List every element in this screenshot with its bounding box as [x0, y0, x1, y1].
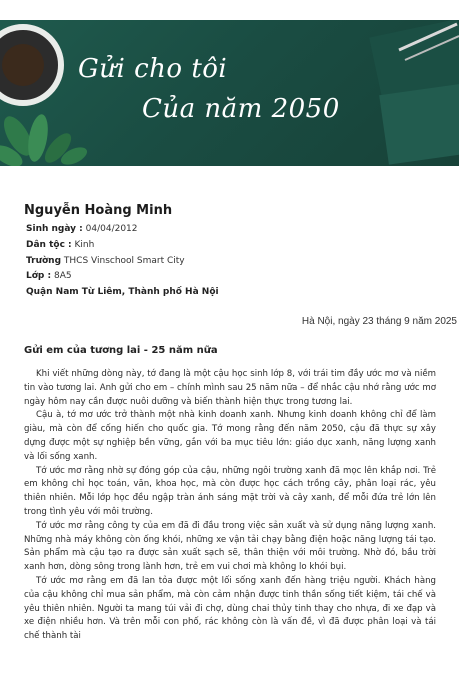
letter-date: Hà Nội, ngày 23 tháng 9 năm 2025: [301, 316, 457, 327]
letter-body: [24, 368, 436, 644]
address-line: [26, 287, 219, 297]
letter-paragraph: Tớ ước mơ rằng công ty của em đã đi đầu trong việc sản xuất và sử dụng năng lượng xanh. Những nhà máy không còn ống khói, những xe vận tải chạy bằng điện hoặc năng lượng tái tạo. Sản phẩm mà cậu tạo ra được sản xuất sạch sẽ, thân thiện với môi trường. Nhờ đó, bầu trời xanh hơn, dòng sông trong lành hơn, trẻ em vui chơi mà không lo khói bụi.: [24, 520, 436, 573]
banner-title-line2: Của năm 2050: [142, 94, 340, 124]
letter-heading: Gửi em của tương lai - 25 năm nữa: [24, 345, 218, 356]
coffee-cup-icon: [0, 24, 64, 106]
ethnicity-label: Dân tộc :: [26, 240, 72, 250]
dob-label: Sinh ngày :: [26, 224, 83, 234]
dob-line: [26, 224, 138, 234]
letter-paragraph: Tớ ước mơ rằng nhờ sự đóng góp của cậu, những ngôi trường xanh đã mọc lên khắp nơi. Trẻ em không chỉ học toán, văn, khoa học, mà còn được học cách trồng cây, phân loại rác, yêu thiên nhiên. Mỗi lớp học đều ngập tràn ánh sáng mặt trời và cây xanh, để mỗi đứa trẻ lớn lên trong tình yêu với môi trường.: [24, 465, 436, 517]
school-label: Trường: [26, 256, 62, 266]
class-value: 8A5: [53, 271, 72, 281]
banner-title-line1: Gửi cho tôi: [78, 54, 228, 84]
school-line: [26, 256, 185, 266]
school-value: THCS Vinschool Smart City: [63, 256, 185, 266]
letter-paragraph: Tớ ước mơ rằng em đã lan tỏa được một lối sống xanh đến hàng triệu người. Khách hàng của cậu không chỉ mua sản phẩm, mà còn cảm nhận được tinh thần sống tiết kiệm, tái chế và yêu thiên nhiên. Người ta mang túi vải đi chợ, dùng chai thủy tinh thay cho nhựa, đi xe đạp và xe điện nhiều hơn. Và trên mỗi con phố, rác không còn là vấn đề, vì đã được phân loại và tái chế thành tài: [24, 575, 436, 642]
author-name: Nguyễn Hoàng Minh: [24, 203, 173, 218]
class-label: Lớp :: [26, 271, 52, 281]
header-banner: [0, 20, 459, 166]
notebook-pencils-icon: [359, 20, 459, 166]
address-text: Quận Nam Từ Liêm, Thành phố Hà Nội: [26, 287, 219, 297]
dob-value: 04/04/2012: [85, 224, 138, 234]
letter-paragraph: Cậu à, tớ mơ ước trở thành một nhà kinh doanh xanh. Nhưng kinh doanh không chỉ để làm giàu, mà còn để cống hiến cho quốc gia. Tớ mong rằng đến năm 2050, cậu đã thực sự xây dựng được một sự nghiệp bền vững, gắn với ba mục tiêu lớn: giáo dục xanh, năng lượng xanh và lối sống xanh.: [24, 410, 436, 462]
plant-leaves-icon: [0, 98, 100, 166]
ethnicity-line: [26, 240, 94, 250]
ethnicity-value: Kinh: [74, 240, 95, 250]
letter-paragraph: Khi viết những dòng này, tớ đang là một cậu học sinh lớp 8, với trái tim đầy ước mơ và niềm tin vào tương lai. Anh gửi cho em – chính mình sau 25 năm nữa – để nhắc cậu nhớ rằng ước mơ ngày hôm nay cần được nuôi dưỡng và biến thành hiện thực trong tương lai.: [24, 369, 436, 407]
class-line: [26, 271, 72, 281]
